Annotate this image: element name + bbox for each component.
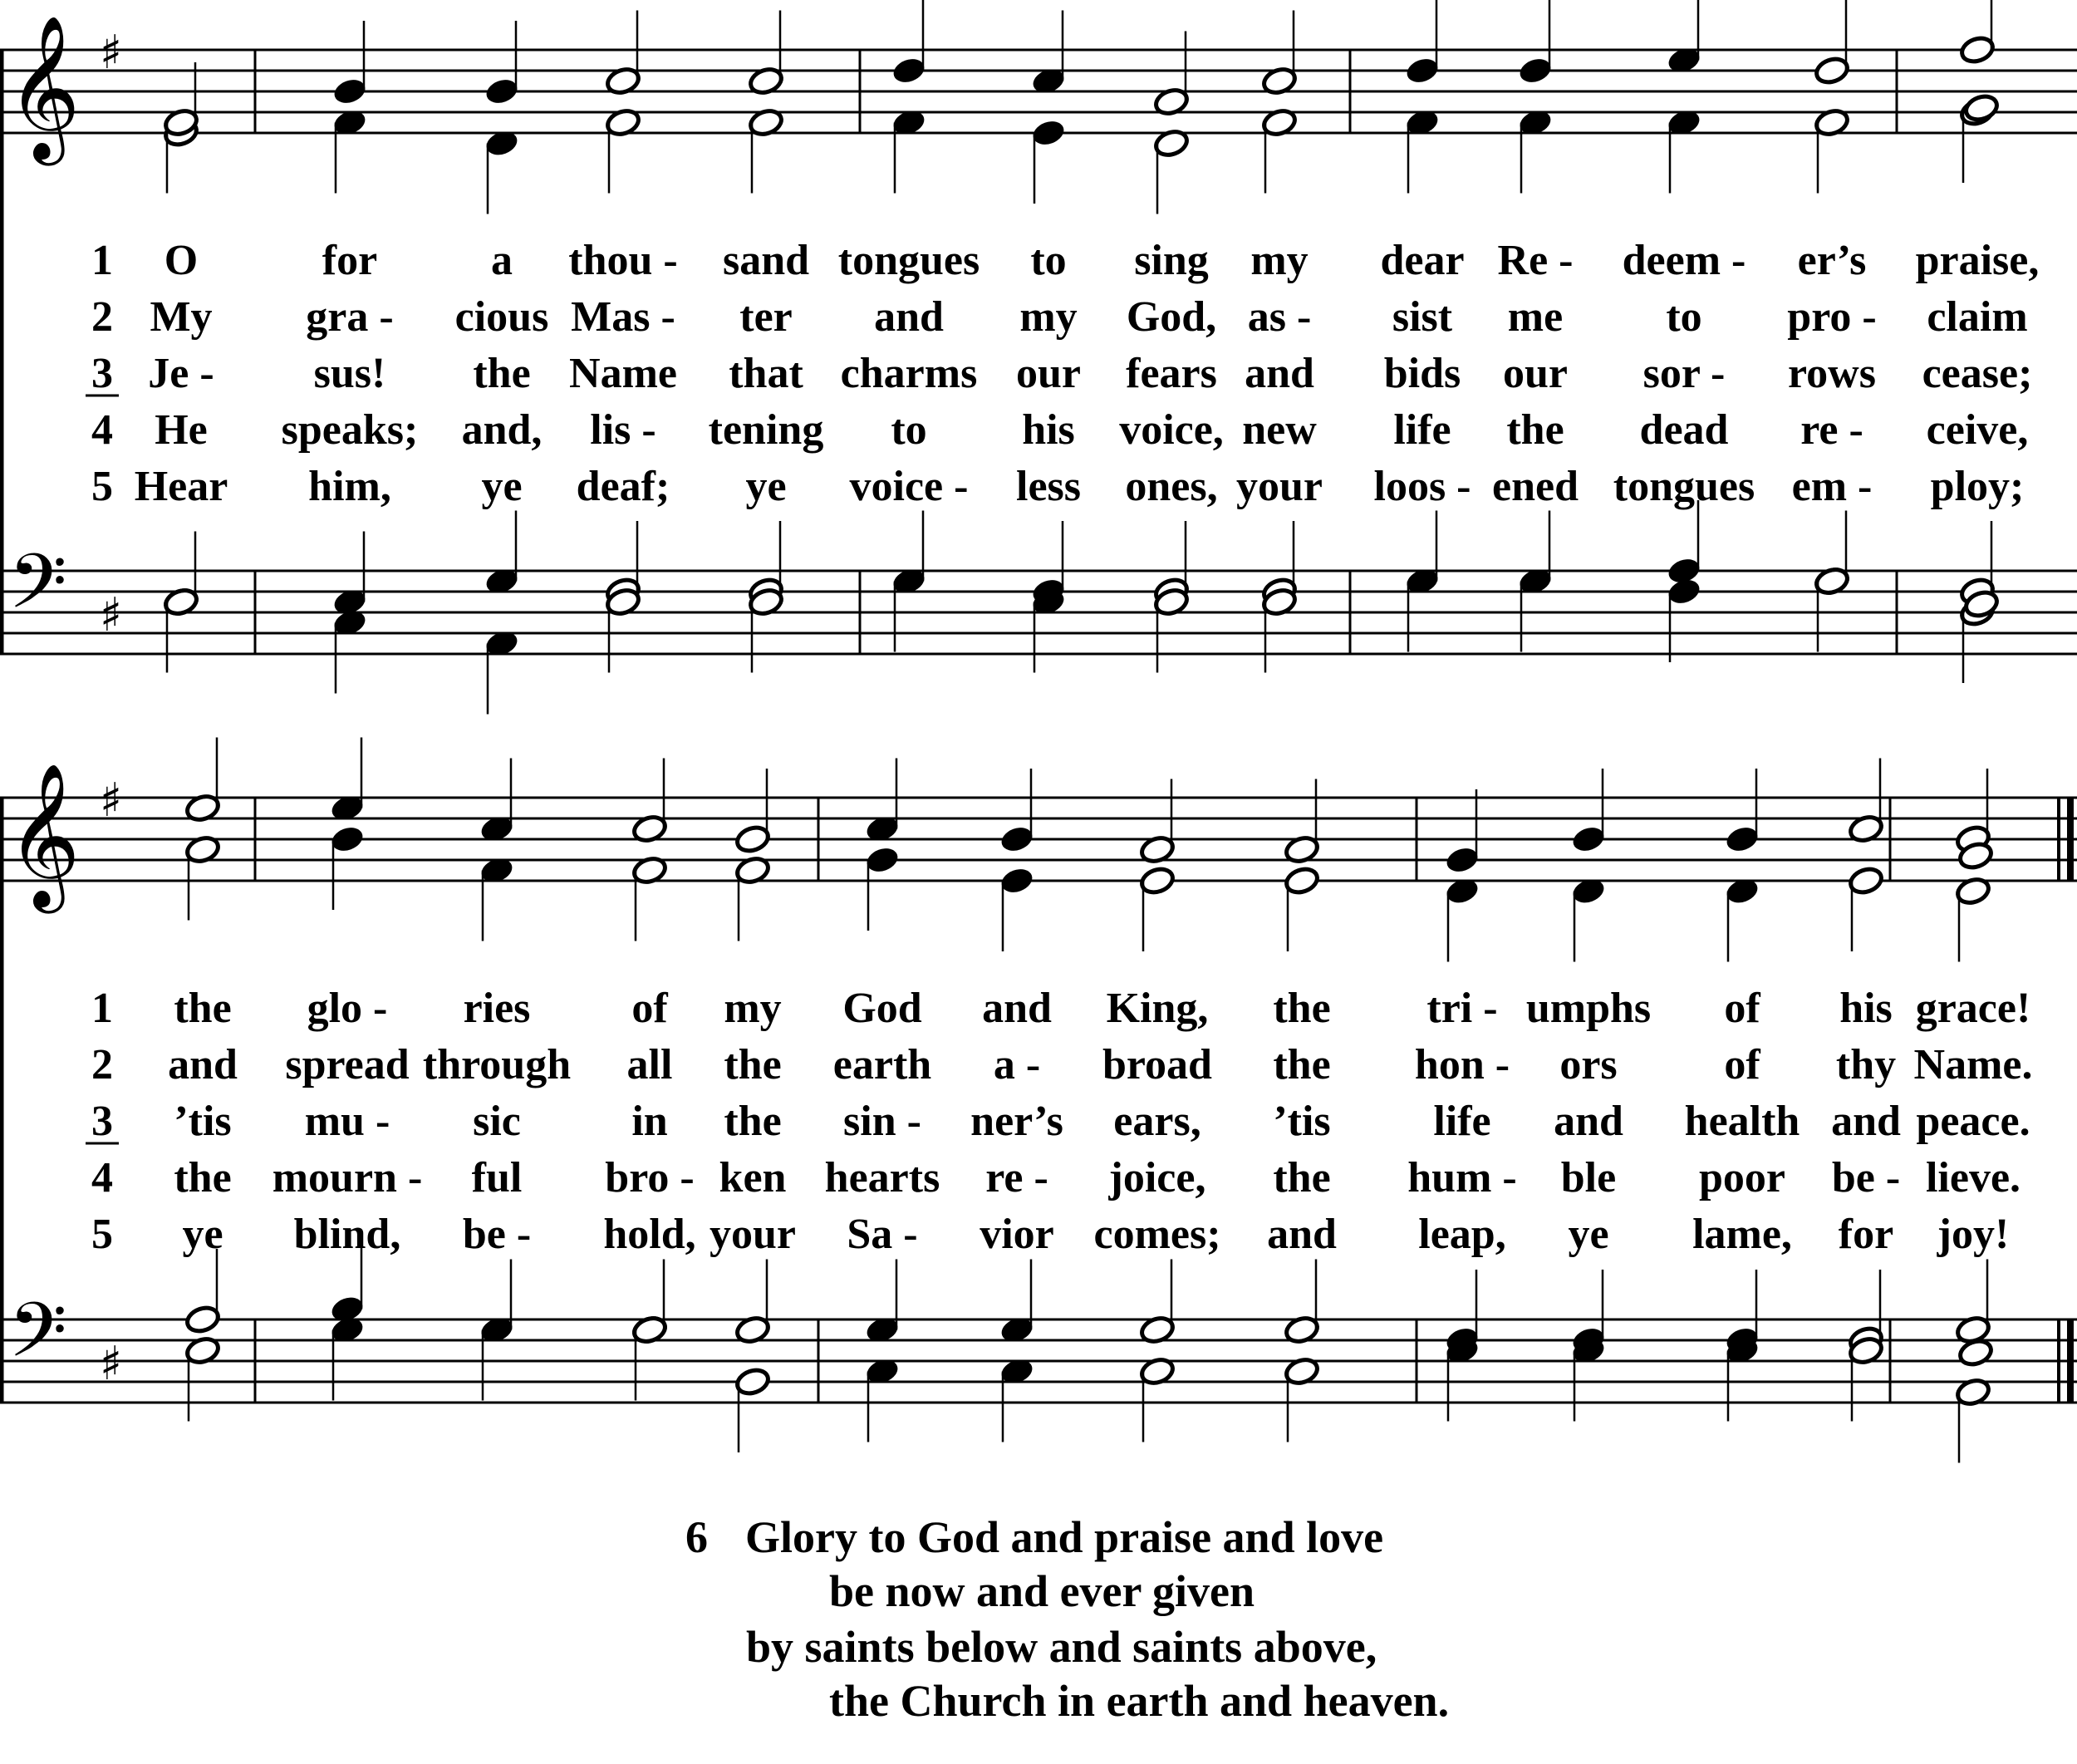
lyric-syllable: tri - bbox=[1426, 985, 1498, 1032]
lyric-syllable: of bbox=[631, 985, 668, 1032]
lyric-syllable: joice, bbox=[1108, 1154, 1206, 1201]
lyric-syllable: comes; bbox=[1093, 1211, 1221, 1258]
lyric-syllable: the bbox=[724, 1041, 782, 1088]
lyric-syllable: voice - bbox=[849, 463, 969, 510]
lyric-syllable: ors bbox=[1559, 1041, 1618, 1088]
lyric-syllable: new bbox=[1242, 406, 1317, 454]
sharp-icon: ♯ bbox=[100, 1337, 123, 1391]
note-head bbox=[1139, 865, 1176, 896]
note-head bbox=[864, 844, 901, 875]
note-head bbox=[1959, 34, 1996, 65]
lyric-syllable: Name. bbox=[1913, 1041, 2033, 1088]
treble-staff bbox=[0, 798, 2077, 881]
lyric-syllable: King, bbox=[1106, 985, 1209, 1032]
note-head bbox=[1284, 865, 1321, 896]
sharp-icon: ♯ bbox=[100, 774, 123, 828]
lyric-syllable: grace! bbox=[1915, 985, 2031, 1032]
lyric-syllable: thou - bbox=[568, 237, 678, 284]
lyric-syllable: cease; bbox=[1922, 350, 2033, 397]
lyric-syllable: the bbox=[724, 1098, 782, 1145]
verse-number: 1 bbox=[91, 237, 113, 284]
sharp-icon: ♯ bbox=[100, 26, 123, 80]
lyric-syllable: poor bbox=[1699, 1154, 1785, 1201]
verse-number: 5 bbox=[91, 463, 113, 510]
lyric-syllable: the bbox=[174, 985, 232, 1032]
note-head bbox=[1666, 576, 1703, 607]
lyric-syllable: dear bbox=[1380, 237, 1465, 284]
bass-staff bbox=[0, 571, 2077, 654]
lyric-syllable: Mas - bbox=[571, 293, 675, 341]
lyric-syllable: sic bbox=[473, 1098, 521, 1145]
verse-6-number: 6 bbox=[685, 1512, 708, 1562]
lyric-syllable: and bbox=[1267, 1211, 1337, 1258]
lyric-syllable: ble bbox=[1560, 1154, 1617, 1201]
lyric-syllable: voice, bbox=[1119, 406, 1224, 454]
lyric-syllable: be - bbox=[1831, 1154, 1901, 1201]
lyric-syllable: gra - bbox=[306, 293, 394, 341]
note-head bbox=[891, 55, 928, 86]
lyric-syllable: for bbox=[322, 237, 378, 284]
lyric-syllable: life bbox=[1393, 406, 1451, 454]
lyric-syllable: and bbox=[1554, 1098, 1623, 1145]
lyric-syllable: sist bbox=[1392, 293, 1453, 341]
verse-number: 1 bbox=[91, 985, 113, 1032]
lyric-syllable: ye bbox=[182, 1211, 223, 1258]
lyric-syllable: em - bbox=[1791, 463, 1873, 510]
lyric-syllable: blind, bbox=[293, 1211, 401, 1258]
lyric-syllable: deem - bbox=[1622, 237, 1746, 284]
lyric-syllable: hum - bbox=[1407, 1154, 1517, 1201]
note-head bbox=[184, 1304, 222, 1334]
note-head bbox=[1963, 92, 2001, 123]
lyric-syllable: deaf; bbox=[576, 463, 670, 510]
lyric-syllable: speaks; bbox=[281, 406, 419, 454]
note-head bbox=[1517, 55, 1554, 86]
note-head bbox=[331, 76, 369, 106]
note-head bbox=[1030, 117, 1068, 148]
note-head bbox=[1848, 865, 1885, 896]
lyric-syllable: er’s bbox=[1797, 237, 1867, 284]
lyric-syllable: and bbox=[982, 985, 1052, 1032]
verse-number: 4 bbox=[91, 406, 113, 454]
verse-6-line-1: Glory to God and praise and love bbox=[745, 1512, 1384, 1562]
lyric-syllable: your bbox=[1236, 463, 1323, 510]
lyric-syllable: and bbox=[1245, 350, 1314, 397]
lyric-syllable: a - bbox=[993, 1041, 1041, 1088]
lyric-syllable: of bbox=[1724, 1041, 1760, 1088]
lyric-syllable: tening bbox=[708, 406, 824, 454]
treble-staff bbox=[0, 50, 2077, 133]
lyric-syllable: ploy; bbox=[1930, 463, 2025, 510]
treble-clef-icon: 𝄞 bbox=[7, 15, 81, 160]
lyric-syllable: pro - bbox=[1787, 293, 1877, 341]
lyric-syllable: ken bbox=[719, 1154, 787, 1201]
lyric-syllable: ner’s bbox=[970, 1098, 1063, 1145]
lyric-syllable: re - bbox=[1800, 406, 1863, 454]
lyric-syllable: peace. bbox=[1916, 1098, 2030, 1145]
lyric-syllable: leap, bbox=[1418, 1211, 1506, 1258]
lyric-syllable: ful bbox=[471, 1154, 523, 1201]
lyric-syllable: life bbox=[1433, 1098, 1491, 1145]
note-head bbox=[999, 865, 1036, 896]
lyric-syllable: his bbox=[1022, 406, 1075, 454]
verse-6-line-4: the Church in earth and heaven. bbox=[829, 1676, 1450, 1726]
lyric-syllable: in bbox=[631, 1098, 668, 1145]
lyric-syllable: a bbox=[491, 237, 513, 284]
lyric-syllable: your bbox=[710, 1211, 796, 1258]
lyric-syllable: and, bbox=[461, 406, 543, 454]
lyric-syllable: and bbox=[1831, 1098, 1901, 1145]
lyric-syllable: mu - bbox=[304, 1098, 390, 1145]
note-head bbox=[734, 823, 772, 854]
lyric-syllable: My bbox=[150, 293, 213, 341]
verse-number: 3 bbox=[91, 1098, 113, 1145]
lyric-syllable: claim bbox=[1927, 293, 2028, 341]
treble-clef-icon: 𝄞 bbox=[7, 763, 81, 907]
lyric-syllable: the bbox=[1506, 406, 1564, 454]
verse-6-text bbox=[685, 1512, 1449, 1726]
lyric-syllable: sin - bbox=[843, 1098, 921, 1145]
lyric-syllable: ye bbox=[745, 463, 787, 510]
lyric-syllable: his bbox=[1839, 985, 1893, 1032]
lyric-syllable: God bbox=[842, 985, 922, 1032]
bass-clef-icon: 𝄢 bbox=[8, 1286, 67, 1393]
lyric-syllable: through bbox=[422, 1041, 572, 1088]
verse-number: 2 bbox=[91, 293, 113, 341]
lyric-syllable: lame, bbox=[1692, 1211, 1792, 1258]
lyric-syllable: my bbox=[1250, 237, 1309, 284]
lyric-syllable: ries bbox=[463, 985, 531, 1032]
lyric-syllable: me bbox=[1507, 293, 1564, 341]
lyric-syllable: ’tis bbox=[1273, 1098, 1331, 1145]
lyric-syllable: charms bbox=[840, 350, 978, 397]
lyric-syllable: ye bbox=[481, 463, 523, 510]
bass-clef-icon: 𝄢 bbox=[8, 538, 67, 644]
lyric-syllable: ceive, bbox=[1926, 406, 2029, 454]
lyric-syllable: praise, bbox=[1915, 237, 2040, 284]
lyric-syllable: glo - bbox=[307, 985, 388, 1032]
lyric-syllable: tongues bbox=[1613, 463, 1755, 510]
lyric-syllable: loos - bbox=[1373, 463, 1471, 510]
lyric-syllable: ’tis bbox=[174, 1098, 232, 1145]
lyric-syllable: sand bbox=[722, 237, 810, 284]
lyric-syllable: dead bbox=[1639, 406, 1729, 454]
verse-number: 5 bbox=[91, 1211, 113, 1258]
lyric-syllable: bro - bbox=[605, 1154, 695, 1201]
lyric-syllable: Je - bbox=[148, 350, 214, 397]
lyric-syllable: broad bbox=[1102, 1041, 1212, 1088]
sharp-icon: ♯ bbox=[100, 588, 123, 642]
lyric-syllable: and bbox=[874, 293, 944, 341]
note-head bbox=[999, 823, 1036, 854]
lyric-syllable: ears, bbox=[1113, 1098, 1201, 1145]
lyric-syllable: sor - bbox=[1642, 350, 1726, 397]
bass-staff bbox=[0, 1319, 2077, 1403]
verse-number: 4 bbox=[91, 1154, 113, 1201]
lyric-syllable: as - bbox=[1247, 293, 1312, 341]
lyric-syllable: the bbox=[174, 1154, 232, 1201]
verse-number: 3 bbox=[91, 350, 113, 397]
lyric-syllable: for bbox=[1838, 1211, 1894, 1258]
lyric-syllable: ones, bbox=[1125, 463, 1218, 510]
lyric-syllable: all bbox=[626, 1041, 673, 1088]
lyric-syllable: thy bbox=[1835, 1041, 1897, 1088]
verse-6-line-2: be now and ever given bbox=[829, 1566, 1255, 1616]
lyric-syllable: sus! bbox=[313, 350, 386, 397]
lyric-syllable: that bbox=[729, 350, 803, 397]
lyric-syllable: the bbox=[1273, 1041, 1331, 1088]
lyric-syllable: tongues bbox=[837, 237, 980, 284]
lyric-syllable: fears bbox=[1126, 350, 1217, 397]
lyric-syllable: God, bbox=[1126, 293, 1217, 341]
note-head bbox=[1570, 823, 1608, 854]
note-head bbox=[484, 76, 521, 106]
lyric-syllable: Re - bbox=[1497, 237, 1574, 284]
lyric-syllable: spread bbox=[285, 1041, 410, 1088]
lyric-syllable: our bbox=[1503, 350, 1568, 397]
lyric-syllable: Sa - bbox=[847, 1211, 918, 1258]
lyric-syllable: cious bbox=[454, 293, 549, 341]
note-head bbox=[329, 823, 366, 854]
lyric-syllable: vior bbox=[980, 1211, 1054, 1258]
lyric-syllable: earth bbox=[832, 1041, 932, 1088]
note-head bbox=[1814, 55, 1851, 86]
lyric-syllable: mourn - bbox=[272, 1154, 423, 1201]
note-head bbox=[734, 1366, 772, 1397]
lyric-syllable: health bbox=[1684, 1098, 1800, 1145]
lyric-syllable: the bbox=[1273, 1154, 1331, 1201]
lyrics bbox=[86, 237, 2039, 1258]
lyric-syllable: ter bbox=[739, 293, 793, 341]
lyric-syllable: umphs bbox=[1525, 985, 1652, 1032]
lyric-syllable: the bbox=[473, 350, 531, 397]
lyric-syllable: our bbox=[1016, 350, 1081, 397]
note-head bbox=[1724, 823, 1761, 854]
lyric-syllable: less bbox=[1016, 463, 1081, 510]
lyric-syllable: to bbox=[1666, 293, 1702, 341]
lyric-syllable: bids bbox=[1383, 350, 1461, 397]
lyric-syllable: O bbox=[164, 237, 199, 284]
lyric-syllable: lis - bbox=[590, 406, 656, 454]
lyric-syllable: rows bbox=[1788, 350, 1876, 397]
lyric-syllable: be - bbox=[462, 1211, 532, 1258]
verse-number: 2 bbox=[91, 1041, 113, 1088]
lyric-syllable: and bbox=[168, 1041, 238, 1088]
lyric-syllable: ye bbox=[1568, 1211, 1609, 1258]
lyric-syllable: him, bbox=[308, 463, 391, 510]
lyric-syllable: hold, bbox=[603, 1211, 696, 1258]
lyric-syllable: joy! bbox=[1937, 1211, 2010, 1258]
lyric-syllable: hon - bbox=[1414, 1041, 1510, 1088]
lyric-syllable: my bbox=[1019, 293, 1078, 341]
lyric-syllable: sing bbox=[1134, 237, 1209, 284]
lyric-syllable: Name bbox=[569, 350, 677, 397]
lyric-syllable: re - bbox=[985, 1154, 1048, 1201]
lyric-syllable: to bbox=[891, 406, 927, 454]
lyric-syllable: Hear bbox=[134, 463, 228, 510]
lyric-syllable: He bbox=[155, 406, 208, 454]
note-head bbox=[1404, 55, 1441, 86]
lyric-syllable: hearts bbox=[824, 1154, 940, 1201]
lyric-syllable: ened bbox=[1492, 463, 1579, 510]
lyric-syllable: to bbox=[1030, 237, 1067, 284]
verse-6-line-3: by saints below and saints above, bbox=[746, 1622, 1377, 1672]
lyric-syllable: my bbox=[724, 985, 782, 1032]
lyric-syllable: lieve. bbox=[1925, 1154, 2021, 1201]
lyric-syllable: of bbox=[1724, 985, 1760, 1032]
lyric-syllable: the bbox=[1273, 985, 1331, 1032]
note-head bbox=[1444, 844, 1481, 875]
